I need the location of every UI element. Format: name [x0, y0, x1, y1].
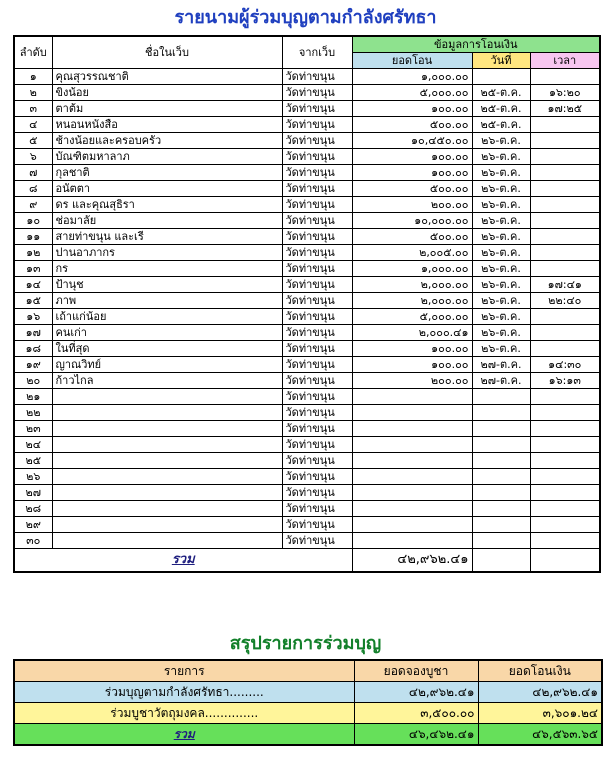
- row-date: [472, 517, 530, 533]
- table-row: [14, 373, 600, 389]
- row-name: ก้าวไกล: [52, 373, 282, 389]
- row-source: วัดท่าขนุน: [282, 197, 352, 213]
- row-date: [472, 533, 530, 549]
- summary-total-label: รวม: [14, 724, 354, 746]
- summary-total-pledged: ๔๖,๔๖๒.๔๑: [354, 724, 478, 746]
- row-source: วัดท่าขนุน: [282, 213, 352, 229]
- table-row: [14, 277, 600, 293]
- row-date: ๒๕-ต.ค.: [472, 85, 530, 101]
- row-amount: [352, 421, 472, 437]
- row-name: [52, 501, 282, 517]
- row-number: ๒๒: [14, 405, 52, 421]
- row-time: [530, 389, 600, 405]
- row-date: [472, 69, 530, 85]
- header-date: วันที่: [472, 53, 530, 69]
- row-name: ในที่สุด: [52, 341, 282, 357]
- row-time: ๒๒:๔๐: [530, 293, 600, 309]
- row-amount: ๕๐๐.๐๐: [352, 117, 472, 133]
- row-name: [52, 469, 282, 485]
- row-name: [52, 485, 282, 501]
- row-source: วัดท่าขนุน: [282, 325, 352, 341]
- table-row: [14, 197, 600, 213]
- row-number: ๒: [14, 85, 52, 101]
- row-name: ขิงน้อย: [52, 85, 282, 101]
- row-number: ๒๔: [14, 437, 52, 453]
- row-time: ๑๖:๒๐: [530, 85, 600, 101]
- row-time: [530, 197, 600, 213]
- table-row: [14, 133, 600, 149]
- row-source: วัดท่าขนุน: [282, 133, 352, 149]
- row-amount: ๑๐๐.๐๐: [352, 101, 472, 117]
- row-amount: [352, 389, 472, 405]
- row-time: [530, 69, 600, 85]
- row-name: ภาพ: [52, 293, 282, 309]
- row-number: ๓: [14, 101, 52, 117]
- row-date: ๒๖-ต.ค.: [472, 213, 530, 229]
- row-name: [52, 533, 282, 549]
- header-source: จากเว็บ: [282, 36, 352, 69]
- row-name: ปานอาภากร: [52, 245, 282, 261]
- row-date: [472, 389, 530, 405]
- row-source: วัดท่าขนุน: [282, 293, 352, 309]
- row-source: วัดท่าขนุน: [282, 101, 352, 117]
- row-amount: ๕๐๐.๐๐: [352, 181, 472, 197]
- row-name: [52, 437, 282, 453]
- row-name: กร: [52, 261, 282, 277]
- row-number: ๖: [14, 149, 52, 165]
- row-number: ๑: [14, 69, 52, 85]
- row-amount: ๑๐๐.๐๐: [352, 341, 472, 357]
- row-number: ๓๐: [14, 533, 52, 549]
- row-date: [472, 405, 530, 421]
- summary-row-item: ร่วมบุญตามกำลังศรัทธา.........: [14, 682, 354, 703]
- table-row: [14, 469, 600, 485]
- row-source: วัดท่าขนุน: [282, 165, 352, 181]
- summary-title: สรุปรายการร่วมบุญ: [229, 633, 382, 654]
- row-source: วัดท่าขนุน: [282, 245, 352, 261]
- row-name: บัณฑิตมหาลาภ: [52, 149, 282, 165]
- row-name: หนอนหนังสือ: [52, 117, 282, 133]
- row-source: วัดท่าขนุน: [282, 373, 352, 389]
- row-name: ช่อมาลัย: [52, 213, 282, 229]
- row-amount: ๕,๐๐๐.๐๐: [352, 309, 472, 325]
- row-date: ๒๖-ต.ค.: [472, 245, 530, 261]
- row-name: [52, 517, 282, 533]
- row-number: ๑๙: [14, 357, 52, 373]
- row-name: [52, 453, 282, 469]
- header-name: ชื่อในเว็บ: [52, 36, 282, 69]
- table-row: [14, 485, 600, 501]
- row-time: ๑๗:๒๕: [530, 101, 600, 117]
- row-amount: ๑๐,๐๐๐.๐๐: [352, 213, 472, 229]
- row-amount: ๕,๐๐๐.๐๐: [352, 85, 472, 101]
- summary-row-pledged: ๔๒,๙๖๒.๔๑: [354, 682, 478, 703]
- table-row: [14, 229, 600, 245]
- total-empty-date: [472, 549, 530, 573]
- row-number: ๑๓: [14, 261, 52, 277]
- table-row: [14, 389, 600, 405]
- row-time: [530, 453, 600, 469]
- row-time: [530, 437, 600, 453]
- row-amount: ๑๐๐.๐๐: [352, 165, 472, 181]
- row-source: วัดท่าขนุน: [282, 469, 352, 485]
- row-name: ตาต้ม: [52, 101, 282, 117]
- row-number: ๑๐: [14, 213, 52, 229]
- table-row: [14, 101, 600, 117]
- row-amount: [352, 517, 472, 533]
- row-number: ๑๘: [14, 341, 52, 357]
- row-date: [472, 421, 530, 437]
- table-row: [14, 85, 600, 101]
- row-amount: [352, 501, 472, 517]
- header-time: เวลา: [530, 53, 600, 69]
- summary-row-pledged: ๓,๕๐๐.๐๐: [354, 703, 478, 724]
- table-row: [14, 309, 600, 325]
- row-number: ๒๖: [14, 469, 52, 485]
- table-row: [14, 213, 600, 229]
- table-row: [14, 533, 600, 549]
- row-source: วัดท่าขนุน: [282, 69, 352, 85]
- row-time: [530, 325, 600, 341]
- row-number: ๔: [14, 117, 52, 133]
- row-amount: ๒,๐๐๐.๔๑: [352, 325, 472, 341]
- table-row: [14, 261, 600, 277]
- row-number: ๑๒: [14, 245, 52, 261]
- row-date: ๒๕-ต.ค.: [472, 117, 530, 133]
- row-source: วัดท่าขนุน: [282, 405, 352, 421]
- row-time: [530, 229, 600, 245]
- header-transfer-group: ข้อมูลการโอนเงิน: [352, 36, 600, 53]
- summary-header-item: รายการ: [14, 660, 354, 682]
- table-row: [14, 405, 600, 421]
- table-row: [14, 117, 600, 133]
- table-row: [14, 341, 600, 357]
- row-time: [530, 485, 600, 501]
- donor-table: [13, 35, 601, 573]
- row-name: เถ้าแก่น้อย: [52, 309, 282, 325]
- row-source: วัดท่าขนุน: [282, 437, 352, 453]
- row-name: สายท่าขนุน และเรี: [52, 229, 282, 245]
- row-date: [472, 437, 530, 453]
- header-order: ลำดับ: [14, 36, 52, 69]
- row-number: ๒๗: [14, 485, 52, 501]
- row-source: วัดท่าขนุน: [282, 277, 352, 293]
- row-number: ๑๖: [14, 309, 52, 325]
- table-row: [14, 421, 600, 437]
- row-time: [530, 469, 600, 485]
- row-date: ๒๖-ต.ค.: [472, 149, 530, 165]
- row-date: [472, 501, 530, 517]
- summary-header-pledged: ยอดจองบูชา: [354, 660, 478, 682]
- table-row: [14, 501, 600, 517]
- row-amount: [352, 533, 472, 549]
- table-row: [14, 149, 600, 165]
- summary-header-transferred: ยอดโอนเงิน: [478, 660, 602, 682]
- total-amount: ๔๒,๙๖๒.๔๑: [352, 549, 472, 573]
- row-time: [530, 341, 600, 357]
- row-time: [530, 117, 600, 133]
- row-time: [530, 501, 600, 517]
- row-source: วัดท่าขนุน: [282, 501, 352, 517]
- row-date: ๒๖-ต.ค.: [472, 293, 530, 309]
- total-empty-time: [530, 549, 600, 573]
- row-source: วัดท่าขนุน: [282, 309, 352, 325]
- summary-row-item: ร่วมบูชาวัตถุมงคล..............: [14, 703, 354, 724]
- table-row: [14, 69, 600, 85]
- row-date: ๒๖-ต.ค.: [472, 229, 530, 245]
- row-amount: ๑๐๐.๐๐: [352, 149, 472, 165]
- row-number: ๕: [14, 133, 52, 149]
- row-source: วัดท่าขนุน: [282, 117, 352, 133]
- table-row: [14, 357, 600, 373]
- row-time: [530, 533, 600, 549]
- row-number: ๒๕: [14, 453, 52, 469]
- row-source: วัดท่าขนุน: [282, 533, 352, 549]
- row-source: วัดท่าขนุน: [282, 261, 352, 277]
- row-date: ๒๖-ต.ค.: [472, 261, 530, 277]
- row-date: ๒๗-ต.ค.: [472, 373, 530, 389]
- row-name: [52, 421, 282, 437]
- row-amount: ๒๐๐.๐๐: [352, 197, 472, 213]
- row-name: [52, 389, 282, 405]
- row-date: ๒๖-ต.ค.: [472, 181, 530, 197]
- row-date: ๒๕-ต.ค.: [472, 101, 530, 117]
- row-date: [472, 469, 530, 485]
- row-time: ๑๗:๔๑: [530, 277, 600, 293]
- row-date: ๒๖-ต.ค.: [472, 277, 530, 293]
- row-number: ๙: [14, 197, 52, 213]
- table-row: [14, 517, 600, 533]
- row-source: วัดท่าขนุน: [282, 181, 352, 197]
- page-title: รายนามผู้ร่วมบุญตามกำลังศรัทธา: [174, 7, 437, 28]
- row-time: [530, 421, 600, 437]
- table-row: [14, 325, 600, 341]
- row-number: ๒๓: [14, 421, 52, 437]
- row-amount: [352, 437, 472, 453]
- header-amount: ยอดโอน: [352, 53, 472, 69]
- row-name: [52, 405, 282, 421]
- row-source: วัดท่าขนุน: [282, 341, 352, 357]
- row-time: [530, 133, 600, 149]
- row-time: [530, 261, 600, 277]
- row-date: ๒๖-ต.ค.: [472, 165, 530, 181]
- row-number: ๑๗: [14, 325, 52, 341]
- row-name: อนัตตา: [52, 181, 282, 197]
- row-number: ๘: [14, 181, 52, 197]
- row-date: [472, 453, 530, 469]
- row-source: วัดท่าขนุน: [282, 453, 352, 469]
- row-source: วัดท่าขนุน: [282, 357, 352, 373]
- table-row: [14, 181, 600, 197]
- row-name: ช้างน้อยและครอบครัว: [52, 133, 282, 149]
- row-date: ๒๖-ต.ค.: [472, 325, 530, 341]
- table-row: [14, 293, 600, 309]
- row-amount: [352, 469, 472, 485]
- row-amount: ๒,๐๐๕.๐๐: [352, 245, 472, 261]
- row-number: ๑๔: [14, 277, 52, 293]
- row-source: วัดท่าขนุน: [282, 229, 352, 245]
- row-source: วัดท่าขนุน: [282, 421, 352, 437]
- row-name: ดร และคุณสุธิรา: [52, 197, 282, 213]
- table-row: [14, 453, 600, 469]
- row-amount: [352, 485, 472, 501]
- row-date: ๒๖-ต.ค.: [472, 309, 530, 325]
- table-row: [14, 245, 600, 261]
- row-date: ๒๖-ต.ค.: [472, 133, 530, 149]
- row-source: วัดท่าขนุน: [282, 517, 352, 533]
- row-date: [472, 485, 530, 501]
- row-number: ๒๐: [14, 373, 52, 389]
- row-name: ป้านุช: [52, 277, 282, 293]
- row-time: [530, 309, 600, 325]
- row-source: วัดท่าขนุน: [282, 389, 352, 405]
- row-number: ๑๕: [14, 293, 52, 309]
- row-source: วัดท่าขนุน: [282, 85, 352, 101]
- row-time: ๑๖:๑๓: [530, 373, 600, 389]
- row-amount: [352, 405, 472, 421]
- row-number: ๒๑: [14, 389, 52, 405]
- row-name: ญาณวิทย์: [52, 357, 282, 373]
- row-name: กุลชาติ: [52, 165, 282, 181]
- row-time: [530, 517, 600, 533]
- row-amount: ๑,๐๐๐.๐๐: [352, 261, 472, 277]
- row-time: [530, 149, 600, 165]
- summary-table: [13, 659, 603, 746]
- row-number: ๒๘: [14, 501, 52, 517]
- row-number: ๗: [14, 165, 52, 181]
- summary-total-transferred: ๔๖,๕๖๓.๖๕: [478, 724, 602, 746]
- table-row: [14, 437, 600, 453]
- summary-row-transferred: ๓,๖๐๑.๒๔: [478, 703, 602, 724]
- row-amount: [352, 453, 472, 469]
- row-time: ๑๔:๓๐: [530, 357, 600, 373]
- row-source: วัดท่าขนุน: [282, 485, 352, 501]
- row-amount: ๑๐,๔๕๐.๐๐: [352, 133, 472, 149]
- row-date: ๒๖-ต.ค.: [472, 197, 530, 213]
- row-name: คุณสุวรรณชาติ: [52, 69, 282, 85]
- row-amount: ๒,๐๐๐.๐๐: [352, 277, 472, 293]
- row-date: ๒๗-ต.ค.: [472, 357, 530, 373]
- row-time: [530, 213, 600, 229]
- row-amount: ๒๐๐.๐๐: [352, 373, 472, 389]
- summary-row-transferred: ๔๒,๙๖๒.๔๑: [478, 682, 602, 703]
- row-date: ๒๖-ต.ค.: [472, 341, 530, 357]
- row-amount: ๑๐๐.๐๐: [352, 357, 472, 373]
- table-row: [14, 165, 600, 181]
- row-time: [530, 165, 600, 181]
- row-name: คนเก่า: [52, 325, 282, 341]
- row-time: [530, 405, 600, 421]
- row-time: [530, 181, 600, 197]
- row-time: [530, 245, 600, 261]
- row-amount: ๕๐๐.๐๐: [352, 229, 472, 245]
- row-number: ๑๑: [14, 229, 52, 245]
- row-source: วัดท่าขนุน: [282, 149, 352, 165]
- row-amount: ๑,๐๐๐.๐๐: [352, 69, 472, 85]
- row-amount: ๒,๐๐๐.๐๐: [352, 293, 472, 309]
- total-label: รวม: [14, 549, 352, 573]
- row-number: ๒๙: [14, 517, 52, 533]
